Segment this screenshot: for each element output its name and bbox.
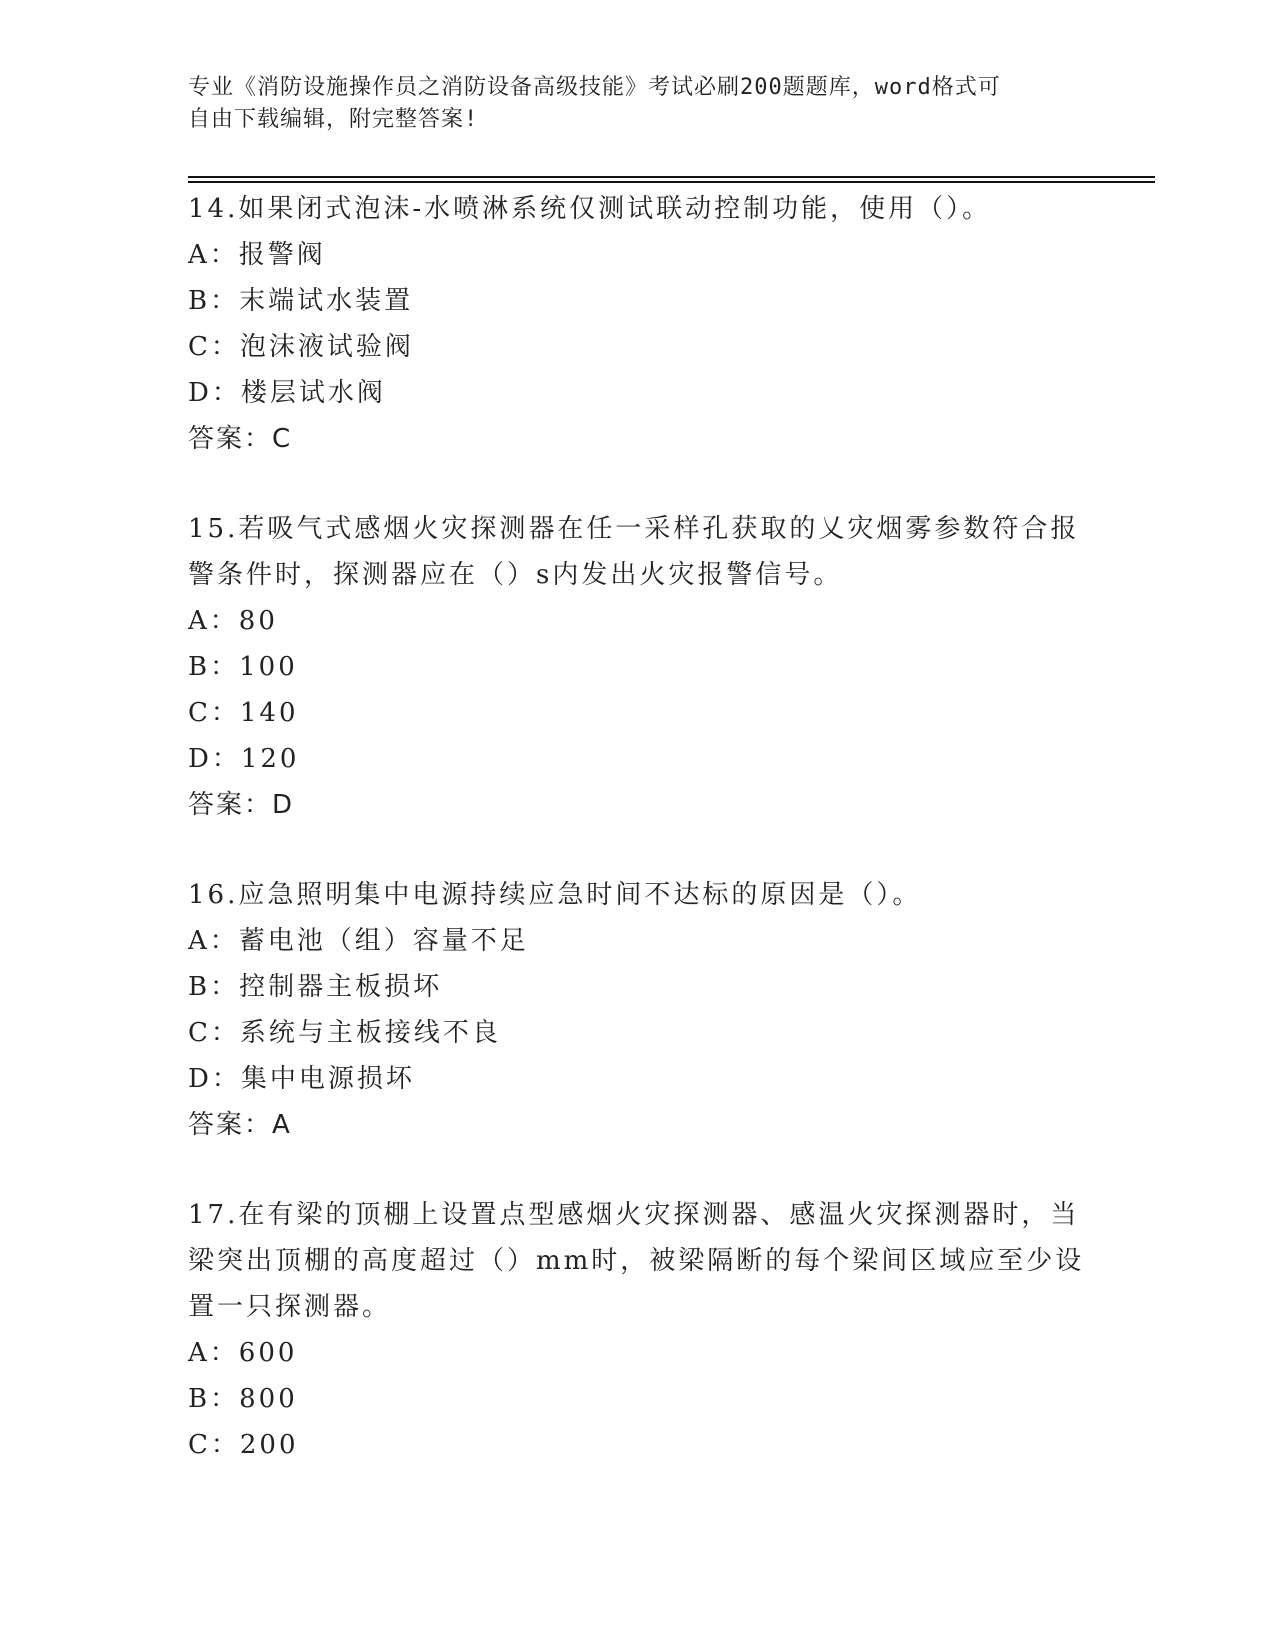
- header-line-2: 自由下载编辑，附完整答案!: [188, 107, 479, 132]
- header-line-1: 专业《消防设施操作员之消防设备高级技能》考试必刷200题题库，word格式可: [188, 75, 1001, 100]
- header-divider-top: [188, 176, 1155, 178]
- option-a: A：600: [188, 1338, 298, 1368]
- question-14: [188, 186, 1088, 462]
- option-c: C：系统与主板接线不良: [188, 1018, 501, 1048]
- answer: 答案：A: [188, 1110, 292, 1140]
- question-stem: 16.应急照明集中电源持续应急时间不达标的原因是（）。: [188, 880, 922, 910]
- document-header: [188, 72, 1088, 136]
- option-c: C：140: [188, 698, 299, 728]
- question-list: [188, 186, 1088, 1468]
- option-b: B：末端试水装置: [188, 286, 414, 316]
- option-b: B：100: [188, 652, 298, 682]
- option-c: C：200: [188, 1430, 299, 1460]
- option-d: D：集中电源损坏: [188, 1064, 415, 1094]
- question-stem: 14.如果闭式泡沫-水喷淋系统仅测试联动控制功能，使用（）。: [188, 194, 992, 224]
- question-16: [188, 872, 1088, 1148]
- option-d: D：楼层试水阀: [188, 378, 386, 408]
- option-c: C：泡沫液试验阀: [188, 332, 414, 362]
- question-stem: 15.若吸气式感烟火灾探测器在任一采样孔获取的乂灾烟雾参数符合报警条件时，探测器应在（）s内发出火灾报警信号。: [188, 514, 1080, 590]
- option-a: A：报警阀: [188, 240, 326, 270]
- header-divider-bottom: [188, 181, 1155, 183]
- option-a: A：蓄电池（组）容量不足: [188, 926, 529, 956]
- option-a: A：80: [188, 606, 278, 636]
- answer: 答案：D: [188, 790, 295, 820]
- option-b: B：控制器主板损坏: [188, 972, 443, 1002]
- question-stem: 17.在有梁的顶棚上设置点型感烟火灾探测器、感温火灾探测器时，当梁突出顶棚的高度超过（）mm时，被梁隔断的每个梁间区域应至少设置一只探测器。: [188, 1200, 1085, 1322]
- answer: 答案：C: [188, 424, 293, 454]
- option-b: B：800: [188, 1384, 298, 1414]
- option-d: D：120: [188, 744, 300, 774]
- question-15: [188, 506, 1088, 828]
- question-17: [188, 1192, 1088, 1468]
